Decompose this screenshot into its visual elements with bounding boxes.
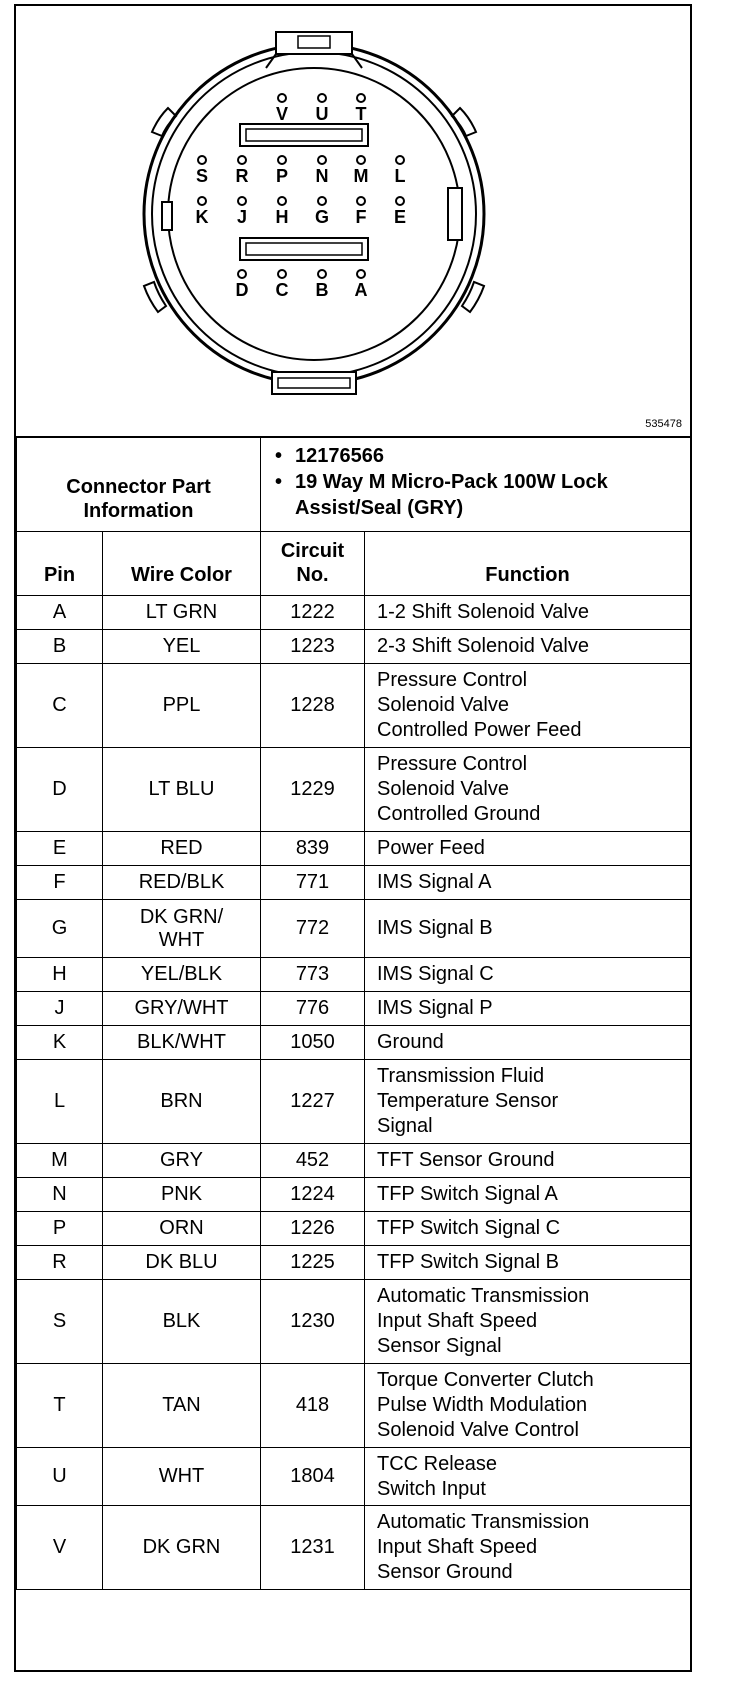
function-cell	[365, 1178, 691, 1212]
circuit-cell: 1229	[261, 748, 365, 832]
pin-label-u: U	[315, 104, 329, 124]
right-latch	[448, 188, 462, 240]
pin-label-r: R	[235, 166, 249, 186]
function-cell-line: Automatic Transmission	[377, 1511, 590, 1533]
pin-label-g: G	[314, 207, 330, 227]
connector-part-number	[275, 443, 682, 469]
lock-ramp-right-bottom	[462, 282, 484, 312]
pin-row-bottom	[236, 270, 368, 300]
circuit-cell: 418	[261, 1364, 365, 1448]
table-row	[17, 1506, 691, 1590]
pin-cavity	[278, 270, 286, 278]
wire-color-cell	[103, 832, 261, 866]
table-row	[17, 866, 691, 900]
lock-ramp-left-bottom	[144, 282, 166, 312]
lower-seal-bar	[240, 238, 368, 260]
pin-cavity	[198, 156, 206, 164]
table-row	[17, 900, 691, 958]
wire-color-cell	[103, 1060, 261, 1144]
function-cell	[365, 1246, 691, 1280]
function-cell-line: Pressure Control	[377, 753, 528, 775]
pin-cavity	[318, 156, 326, 164]
top-key-edge-left	[266, 54, 276, 68]
wire-color-cell-line: RED/BLK	[138, 871, 225, 893]
table-row	[17, 596, 691, 630]
header-circuit-no	[261, 532, 365, 596]
function-cell	[365, 1280, 691, 1364]
wire-color-cell	[103, 1144, 261, 1178]
wire-color-cell	[103, 992, 261, 1026]
circuit-cell: 772	[261, 900, 365, 958]
function-cell-line: Sensor Ground	[377, 1561, 513, 1583]
table-row	[17, 1280, 691, 1364]
pin-row-top	[276, 94, 367, 124]
connector-sheet	[14, 4, 692, 1672]
pin-cavity	[278, 94, 286, 102]
wire-color-cell-line: BLK/WHT	[137, 1031, 226, 1053]
pin-label-b: B	[315, 280, 329, 300]
pin-cavity	[357, 197, 365, 205]
function-cell-line: Signal	[377, 1115, 433, 1137]
function-cell-line: IMS Signal B	[377, 917, 493, 939]
pin-label-n: N	[315, 166, 329, 186]
pin-cavity	[396, 197, 404, 205]
wire-color-cell-line: WHT	[158, 1465, 205, 1487]
wire-color-cell-line: DK GRN/	[139, 905, 224, 928]
pin-cavity	[318, 270, 326, 278]
table-row	[17, 1178, 691, 1212]
pin-label-l: L	[394, 166, 406, 186]
circuit-cell: 771	[261, 866, 365, 900]
part-number-text: 12176566	[295, 445, 384, 467]
wire-color-cell	[103, 1026, 261, 1060]
function-cell	[365, 664, 691, 748]
pin-cell: H	[17, 958, 103, 992]
function-cell	[365, 866, 691, 900]
table-row	[17, 1212, 691, 1246]
wire-color-cell-line: YEL	[162, 635, 201, 657]
circuit-cell: 773	[261, 958, 365, 992]
pin-cell: L	[17, 1060, 103, 1144]
pin-label-a: A	[354, 280, 368, 300]
function-cell-line: Solenoid Valve Control	[377, 1419, 579, 1441]
function-cell-line: Temperature Sensor	[377, 1090, 559, 1112]
function-cell-line: Input Shaft Speed	[377, 1310, 538, 1332]
pin-cavity	[238, 156, 246, 164]
function-cell-line: Input Shaft Speed	[377, 1536, 538, 1558]
pin-cell: T	[17, 1364, 103, 1448]
table-row	[17, 832, 691, 866]
function-cell	[365, 1212, 691, 1246]
pin-cavity	[357, 156, 365, 164]
pin-cell: B	[17, 630, 103, 664]
wire-color-cell	[103, 1364, 261, 1448]
circuit-cell: 1804	[261, 1448, 365, 1506]
circuit-cell: 1227	[261, 1060, 365, 1144]
wire-color-cell	[103, 1448, 261, 1506]
function-cell-line: 1-2 Shift Solenoid Valve	[377, 601, 589, 623]
function-cell-line: 2-3 Shift Solenoid Valve	[377, 635, 589, 657]
pin-row-3	[196, 197, 407, 227]
wire-color-cell	[103, 866, 261, 900]
pin-label-e: E	[393, 207, 407, 227]
function-cell-line: TFP Switch Signal B	[377, 1251, 559, 1273]
table-row	[17, 1060, 691, 1144]
wire-color-cell-line: ORN	[159, 1217, 204, 1239]
connector-face-drawing	[16, 6, 690, 436]
pin-cell: C	[17, 664, 103, 748]
pin-label-m: M	[353, 166, 369, 186]
wire-color-cell-line: LT BLU	[148, 778, 215, 800]
connector-face-diagram	[16, 6, 690, 438]
circuit-cell: 1230	[261, 1280, 365, 1364]
bullet-icon: •	[275, 445, 283, 467]
pin-cell: P	[17, 1212, 103, 1246]
figure-id: 535478	[645, 418, 682, 430]
wire-color-cell	[103, 1246, 261, 1280]
pin-label-d: D	[235, 280, 249, 300]
left-tab	[162, 202, 172, 230]
connector-info-label	[17, 437, 261, 532]
wire-color-cell-line: BRN	[160, 1090, 203, 1112]
pin-cell: N	[17, 1178, 103, 1212]
table-row	[17, 992, 691, 1026]
wire-color-cell-line: PNK	[160, 1183, 203, 1205]
function-cell-line: TFP Switch Signal A	[377, 1183, 558, 1205]
pin-cavity	[396, 156, 404, 164]
pin-cell: E	[17, 832, 103, 866]
circuit-cell: 1231	[261, 1506, 365, 1590]
function-cell-line: TCC Release	[377, 1452, 498, 1475]
circuit-cell: 1223	[261, 630, 365, 664]
pin-cell: R	[17, 1246, 103, 1280]
function-cell-line: Ground	[377, 1031, 444, 1053]
function-cell-line: Pressure Control	[377, 669, 528, 691]
function-cell-line: Controlled Ground	[377, 803, 541, 825]
circuit-cell: 1222	[261, 596, 365, 630]
function-cell-line: Pulse Width Modulation	[377, 1394, 588, 1416]
table-row	[17, 630, 691, 664]
wire-color-cell-line: YEL/BLK	[140, 963, 223, 985]
function-cell-line: Sensor Signal	[377, 1335, 502, 1357]
table-row	[17, 664, 691, 748]
function-cell-line: IMS Signal C	[377, 963, 494, 985]
connector-info-list	[261, 437, 691, 532]
wire-color-cell	[103, 596, 261, 630]
circuit-cell: 1228	[261, 664, 365, 748]
pin-cell: D	[17, 748, 103, 832]
function-cell-line: IMS Signal A	[377, 871, 492, 893]
connector-info-row	[17, 437, 691, 532]
pin-cavity	[238, 197, 246, 205]
circuit-cell: 1224	[261, 1178, 365, 1212]
function-cell	[365, 1026, 691, 1060]
table-row	[17, 748, 691, 832]
connector-info-label-line2: Information	[83, 500, 194, 522]
function-cell-line: Transmission Fluid	[377, 1065, 545, 1087]
circuit-cell: 839	[261, 832, 365, 866]
pin-label-p: P	[275, 166, 289, 186]
pin-label-k: K	[195, 207, 209, 227]
circuit-cell: 452	[261, 1144, 365, 1178]
wire-color-cell-line: LT GRN	[145, 601, 218, 623]
wire-color-cell	[103, 900, 261, 958]
pin-label-c: C	[275, 280, 289, 300]
circuit-cell: 776	[261, 992, 365, 1026]
pin-cell: G	[17, 900, 103, 958]
function-cell	[365, 596, 691, 630]
header-function: Function	[365, 532, 691, 596]
pin-row-2	[196, 156, 406, 186]
upper-seal-bar	[240, 124, 368, 146]
function-cell	[365, 958, 691, 992]
function-cell-line: Controlled Power Feed	[377, 719, 582, 741]
function-cell	[365, 748, 691, 832]
table-row	[17, 1364, 691, 1448]
pin-cavity	[238, 270, 246, 278]
pin-cavity	[357, 270, 365, 278]
pin-cavity	[278, 197, 286, 205]
connector-description-text: 19 Way M Micro-Pack 100W Lock Assist/Seal (GRY)	[295, 471, 608, 519]
pin-cavity	[198, 197, 206, 205]
pin-cell: V	[17, 1506, 103, 1590]
pin-label-j: J	[236, 207, 248, 227]
wire-color-cell-line: RED	[160, 837, 203, 859]
pin-cell: U	[17, 1448, 103, 1506]
pinout-table	[16, 436, 691, 1590]
function-cell-line: Automatic Transmission	[377, 1285, 590, 1307]
function-cell-line: Solenoid Valve	[377, 694, 509, 716]
function-cell	[365, 1060, 691, 1144]
header-pin: Pin	[17, 532, 103, 596]
table-header-row	[17, 532, 691, 596]
pin-cell: S	[17, 1280, 103, 1364]
wire-color-cell	[103, 748, 261, 832]
table-row	[17, 1246, 691, 1280]
bullet-icon: •	[275, 471, 283, 493]
function-cell-line: Power Feed	[377, 837, 485, 859]
top-key-edge-right	[352, 54, 362, 68]
pin-cell: A	[17, 596, 103, 630]
wire-color-cell-line: WHT	[158, 928, 205, 951]
header-circuit-line1: Circuit	[280, 540, 345, 562]
function-cell-line: Switch Input	[377, 1477, 486, 1500]
table-row	[17, 958, 691, 992]
pin-cavity	[357, 94, 365, 102]
wire-color-cell	[103, 958, 261, 992]
wire-color-cell	[103, 1212, 261, 1246]
connector-info-label-line1: Connector Part	[66, 476, 211, 498]
function-cell	[365, 832, 691, 866]
pin-cell: M	[17, 1144, 103, 1178]
function-cell	[365, 630, 691, 664]
function-cell	[365, 1364, 691, 1448]
pin-label-t: T	[355, 104, 367, 124]
circuit-cell: 1226	[261, 1212, 365, 1246]
pin-label-v: V	[275, 104, 289, 124]
header-circuit-line2: No.	[296, 564, 329, 586]
pin-label-s: S	[195, 166, 209, 186]
pin-cell: J	[17, 992, 103, 1026]
table-row	[17, 1026, 691, 1060]
pin-cell: F	[17, 866, 103, 900]
pin-cavity	[318, 197, 326, 205]
table-row	[17, 1144, 691, 1178]
function-cell-line: TFP Switch Signal C	[377, 1217, 561, 1239]
wire-color-cell-line: PPL	[162, 694, 201, 716]
function-cell-line: TFT Sensor Ground	[377, 1149, 555, 1171]
wire-color-cell-line: GRY	[160, 1149, 203, 1171]
function-cell	[365, 1144, 691, 1178]
wire-color-cell	[103, 1506, 261, 1590]
wire-color-cell	[103, 1178, 261, 1212]
circuit-cell: 1225	[261, 1246, 365, 1280]
wire-color-cell	[103, 1280, 261, 1364]
function-cell	[365, 900, 691, 958]
header-wire-color: Wire Color	[103, 532, 261, 596]
pin-cavity	[278, 156, 286, 164]
wire-color-cell-line: GRY/WHT	[134, 997, 229, 1019]
wire-color-cell	[103, 664, 261, 748]
function-cell-line: Solenoid Valve	[377, 778, 509, 800]
wire-color-cell-line: DK BLU	[145, 1251, 218, 1273]
table-row	[17, 1448, 691, 1506]
function-cell	[365, 1448, 691, 1506]
bottom-key	[272, 372, 356, 394]
circuit-cell: 1050	[261, 1026, 365, 1060]
function-cell-line: IMS Signal P	[377, 997, 493, 1019]
pin-label-h: H	[275, 207, 289, 227]
wire-color-cell	[103, 630, 261, 664]
pin-label-f: F	[355, 207, 367, 227]
function-cell	[365, 1506, 691, 1590]
wire-color-cell-line: DK GRN	[142, 1536, 221, 1558]
wire-color-cell-line: BLK	[162, 1310, 201, 1332]
pin-cavity	[318, 94, 326, 102]
pin-cell: K	[17, 1026, 103, 1060]
function-cell-line: Torque Converter Clutch	[377, 1369, 594, 1391]
connector-description	[275, 469, 682, 521]
wire-color-cell-line: TAN	[162, 1394, 201, 1416]
function-cell	[365, 992, 691, 1026]
